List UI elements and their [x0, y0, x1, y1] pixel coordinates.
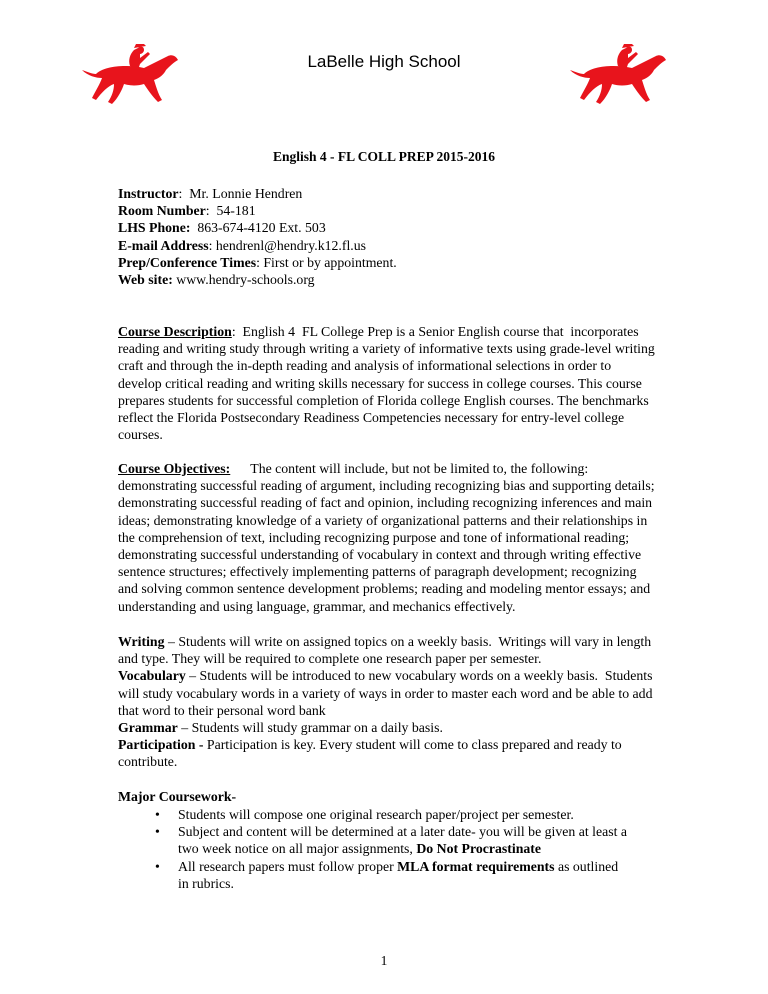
- course-description-text: prepares students for successful completion of Florida college English courses. The benchmarks: [118, 392, 649, 408]
- list-item: • Students will compose one original research paper/project per semester.: [155, 807, 574, 822]
- vocabulary-paragraph: Vocabulary – Students will be introduced to new vocabulary words on a weekly basis. Students: [118, 668, 653, 684]
- bullet-icon: •: [155, 858, 160, 874]
- course-objectives-text: sentence structures; effectively implementing patterns of paragraph development; recognizing: [118, 564, 637, 580]
- info-prep-times: Prep/Conference Times: First or by appointment.: [118, 254, 397, 270]
- info-website: Web site: www.hendry-schools.org: [118, 272, 315, 288]
- course-objectives-heading: Course Objectives:: [118, 461, 231, 476]
- vocabulary-text: that word to their personal word bank: [118, 702, 326, 718]
- course-objectives-text: and solving common sentence development problems; reading and modeling mentor essays; and: [118, 581, 651, 597]
- course-objectives-text: the comprehension of text, including recognizing purpose and tone of informational reading;: [118, 529, 630, 545]
- info-email: E-mail Address: hendrenl@hendry.k12.fl.us: [118, 237, 367, 253]
- course-description-text: reading and writing study through writing a variety of informative texts using grade-level writing: [118, 341, 655, 357]
- writing-paragraph: Writing – Students will write on assigned topics on a weekly basis. Writings will vary in length: [118, 634, 652, 649]
- list-item: • Subject and content will be determined at a later date- you will be given at least a two week notice on all major assignments, Do Not Procrastinate: [155, 824, 628, 857]
- skills-section: [118, 633, 658, 771]
- course-description-heading: Course Description: [118, 324, 232, 339]
- vocabulary-text: will study vocabulary words in a variety of ways in order to master each word and be able to add: [118, 685, 653, 701]
- instructor-info: [118, 185, 658, 288]
- course-description-text: courses.: [118, 427, 163, 443]
- major-coursework-list: [148, 806, 668, 892]
- grammar-paragraph: Grammar – Students will study grammar on a daily basis.: [118, 720, 443, 736]
- writing-text: and type. They will be required to complete one research paper per semester.: [118, 651, 542, 667]
- school-name: LaBelle High School: [307, 52, 461, 71]
- list-item: • All research papers must follow proper MLA format requirements as outlined in rubrics.: [155, 858, 619, 891]
- horse-rider-logo-right: [566, 44, 670, 112]
- course-description-text: develop critical reading and writing skills necessary for success in college courses. This course: [118, 375, 642, 391]
- info-instructor: Instructor: Mr. Lonnie Hendren: [118, 186, 303, 201]
- course-objectives-text: demonstrating successful reading of argument, including recognizing bias and supporting details;: [118, 478, 655, 494]
- course-objectives-text: The content will include, but not be limited to, the following:: [250, 461, 589, 476]
- course-objectives-text: understanding and using language, grammar, and mechanics effectively.: [118, 598, 516, 614]
- participation-paragraph: Participation - Participation is key. Every student will come to class prepared and ready to: [118, 737, 622, 753]
- bullet-icon: •: [155, 807, 160, 822]
- course-title: English 4 - FL COLL PREP 2015-2016: [272, 149, 496, 164]
- course-description-text: : English 4 FL College Prep is a Senior English course that incorporates: [231, 324, 639, 339]
- course-objectives-text: demonstrating successful reading of fact and opinion, including recognizing inferences and main: [118, 495, 653, 511]
- info-phone: LHS Phone: 863-674-4120 Ext. 503: [118, 220, 326, 236]
- course-description-text: reflect the Florida Postsecondary Readiness Competencies necessary for entry-level college: [118, 410, 625, 426]
- course-objectives-text: ideas; demonstrating knowledge of a variety of organizational patterns and their relationships in: [118, 512, 648, 528]
- participation-text: contribute.: [118, 754, 178, 770]
- major-coursework-heading: Major Coursework-: [118, 789, 237, 804]
- page-number: 1: [380, 953, 388, 968]
- course-objectives: [118, 460, 658, 615]
- course-description: [118, 323, 658, 443]
- info-room-number: Room Number: 54-181: [118, 203, 256, 219]
- bullet-icon: •: [155, 824, 160, 840]
- course-objectives-text: demonstrating successful understanding of vocabulary in context and through writing effective: [118, 547, 642, 563]
- course-description-text: craft and through the in-depth reading and analysis of informational selections in order to: [118, 358, 612, 374]
